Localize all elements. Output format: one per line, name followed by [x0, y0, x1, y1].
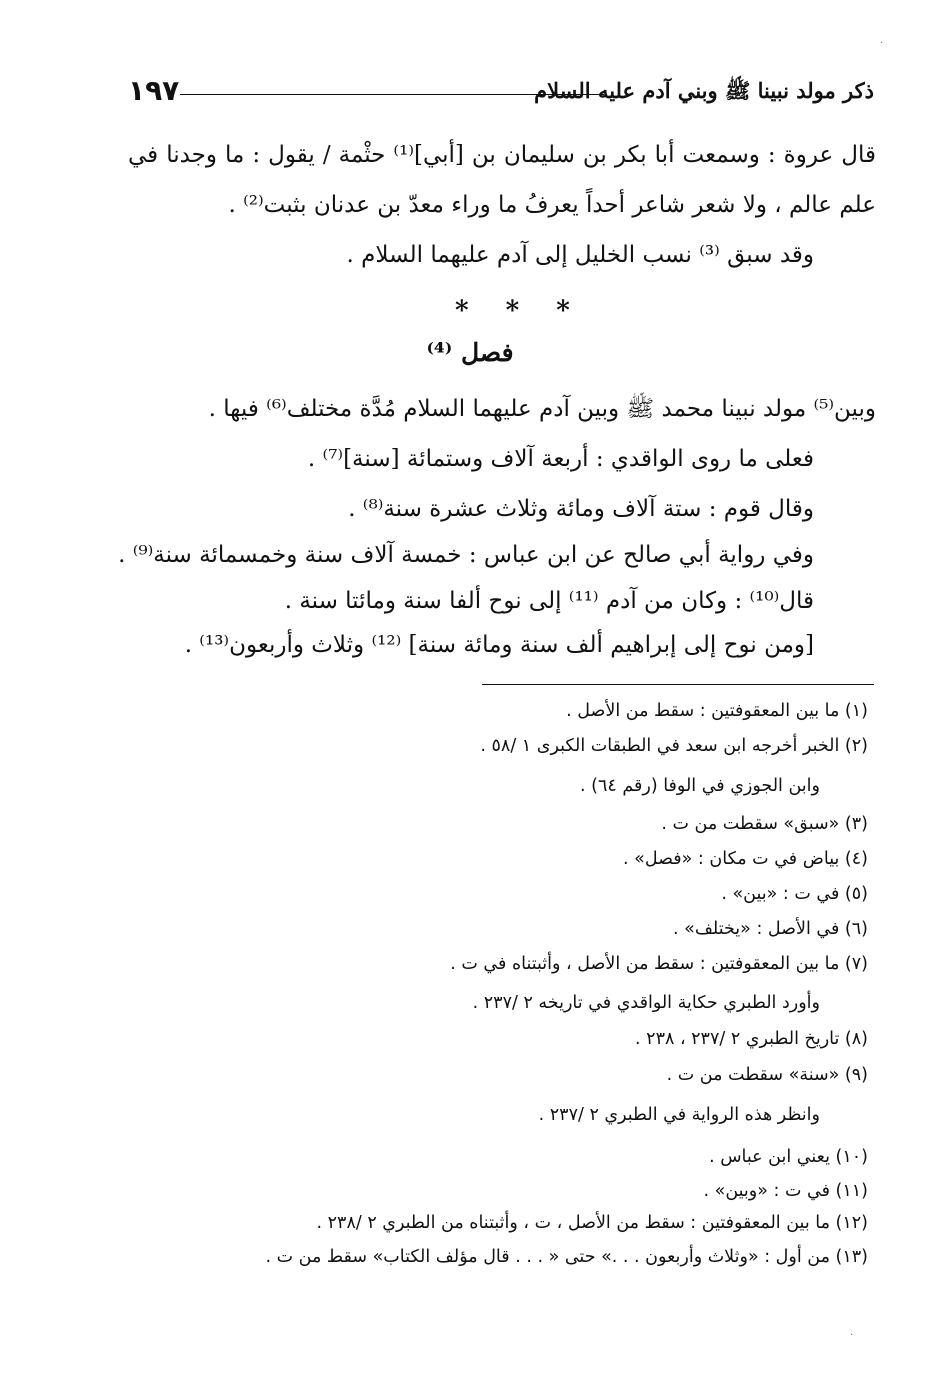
footnote: (٨) تاريخ الطبري ٢ /٢٣٧ ، ٢٣٨ . — [635, 1029, 868, 1049]
text-line: وقال قوم : ستة آلاف ومائة وثلاث عشرة سنة⁽⁸⁾ . — [348, 496, 814, 522]
footnote: وانظر هذه الرواية في الطبري ٢ /٢٣٧ . — [538, 1105, 820, 1125]
footnote: (١) ما بين المعقوفتين : سقط من الأصل . — [566, 701, 868, 721]
page-number: ١٩٧ — [128, 74, 180, 107]
footnote-rule — [482, 684, 874, 685]
footnote: وأورد الطبري حكاية الواقدي في تاريخه ٢ /٢٣٧ . — [472, 993, 820, 1013]
text-line: علم عالم ، ولا شعر شاعر أحداً يعرفُ ما وراء معدّ بن عدنان بثبت⁽²⁾ . — [228, 192, 876, 218]
text-line: وقد سبق ⁽³⁾ نسب الخليل إلى آدم عليهما السلام . — [346, 242, 814, 268]
footnote: (٥) في ت : «بين» . — [721, 884, 868, 904]
page-header — [128, 70, 874, 110]
text-line: وفي رواية أبي صالح عن ابن عباس : خمسة آلاف سنة وخمسمائة سنة⁽⁹⁾ . — [118, 542, 814, 568]
section-heading: فصل ⁽⁴⁾ — [426, 338, 514, 367]
footnote: وابن الجوزي في الوفا (رقم ٦٤) . — [580, 776, 820, 796]
main-text — [128, 128, 876, 288]
footnote: (٤) بياض في ت مكان : «فصل» . — [623, 849, 868, 869]
text-line: قال⁽¹⁰⁾ : وكان من آدم ⁽¹¹⁾ إلى نوح ألفا سنة ومائتا سنة . — [284, 588, 814, 614]
scan-speck: · — [850, 1330, 854, 1341]
section-separator: * * * — [455, 296, 584, 326]
footnote: (٧) ما بين المعقوفتين : سقط من الأصل ، وأثبتناه في ت . — [450, 954, 868, 974]
text-line: فعلى ما روى الواقدي : أربعة آلاف وستمائة [سنة]⁽⁷⁾ . — [307, 446, 814, 472]
text-line: وبين⁽⁵⁾ مولد نبينا محمد ﷺ وبين آدم عليهما السلام مُدَّة مختلف⁽⁶⁾ فيها . — [208, 396, 876, 422]
footnote: (١٣) من أول : «وثلاث وأربعون . . .» حتى « . . . قال مؤلف الكتاب» سقط من ت . — [265, 1247, 868, 1267]
footnote: (١٠) يعني ابن عباس . — [709, 1147, 868, 1167]
footnote: (٦) في الأصل : «يختلف» . — [672, 919, 868, 939]
footnote: (٩) «سنة» سقطت من ت . — [666, 1065, 868, 1085]
footnote: (١١) في ت : «وبين» . — [703, 1181, 868, 1201]
text-line: [ومن نوح إلى إبراهيم ألف سنة ومائة سنة] ⁽¹²⁾ وثلاث وأربعون⁽¹³⁾ . — [184, 632, 814, 658]
text-line: قال عروة : وسمعت أبا بكر بن سليمان بن [أبي]⁽¹⁾ حثْمة / يقول : ما وجدنا في — [128, 142, 876, 168]
section-text — [118, 390, 876, 680]
scan-speck: · — [880, 38, 884, 49]
footnote: (٣) «سبق» سقطت من ت . — [661, 814, 868, 834]
footnote: (١٢) ما بين المعقوفتين : سقط من الأصل ، ت ، وأثبتناه من الطبري ٢ /٢٣٨ . — [316, 1213, 868, 1233]
footnote: (٢) الخبر أخرجه ابن سعد في الطبقات الكبرى ١ /٥٨ . — [480, 736, 868, 756]
running-title: ذكر مولد نبينا ﷺ وبني آدم عليه السلام — [534, 78, 874, 103]
footnotes — [200, 696, 868, 1286]
